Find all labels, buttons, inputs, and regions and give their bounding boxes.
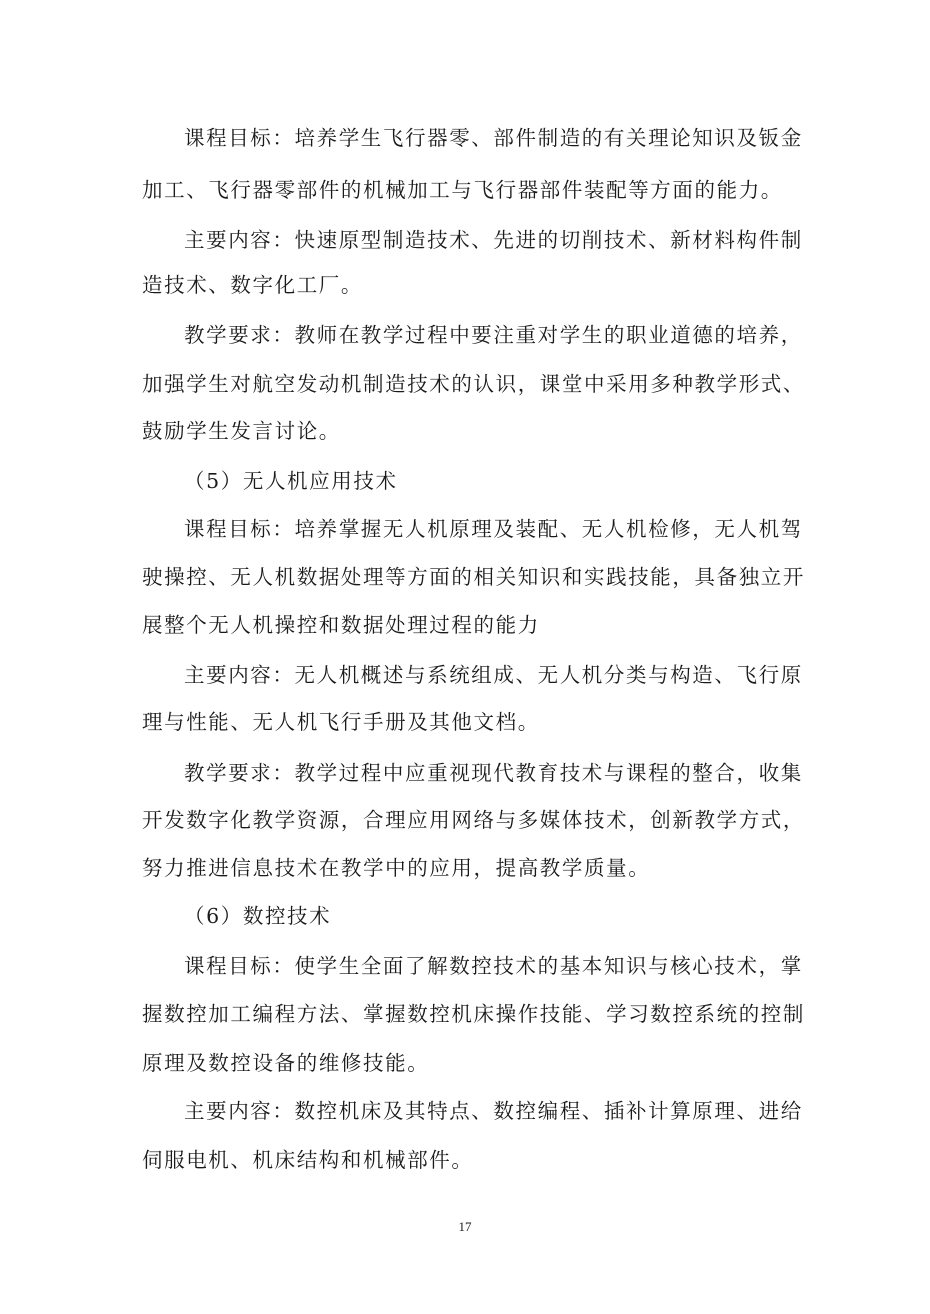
text-line: 驶操控、无人机数据处理等方面的相关知识和实践技能，具备独立开 [142,565,805,589]
text-line: 主要内容：无人机概述与系统组成、无人机分类与构造、飞行原 [184,663,803,687]
section-heading: （5）无人机应用技术 [184,469,398,493]
text-line: 理与性能、无人机飞行手册及其他文档。 [142,710,540,734]
text-line: 课程目标：培养掌握无人机原理及装配、无人机检修，无人机驾 [184,517,803,541]
text-line: 主要内容：数控机床及其特点、数控编程、插补计算原理、进给 [184,1099,803,1123]
text-line: 伺服电机、机床结构和机械部件。 [142,1148,474,1172]
text-line: 努力推进信息技术在教学中的应用，提高教学质量。 [142,856,651,880]
text-line: 教学要求：教师在教学过程中要注重对学生的职业道德的培养， [184,323,803,347]
section-heading: （6）数控技术 [184,904,332,928]
text-line: 鼓励学生发言讨论。 [142,419,341,443]
text-line: 原理及数控设备的维修技能。 [142,1051,430,1075]
text-line: 教学要求：教学过程中应重视现代教育技术与课程的整合，收集 [184,761,803,785]
text-line: 加工、飞行器零部件的机械加工与飞行器部件装配等方面的能力。 [142,178,783,202]
text-line: 课程目标：培养学生飞行器零、部件制造的有关理论知识及钣金 [184,126,803,150]
text-line: 展整个无人机操控和数据处理过程的能力 [142,613,540,637]
text-line: 课程目标：使学生全面了解数控技术的基本知识与核心技术，掌 [184,954,803,978]
text-line: 主要内容：快速原型制造技术、先进的切削技术、新材料构件制 [184,228,803,252]
text-line: 造技术、数字化工厂。 [142,273,363,297]
text-line: 开发数字化教学资源，合理应用网络与多媒体技术，创新教学方式， [142,808,805,832]
page-number: 17 [458,1219,472,1234]
text-line: 握数控加工编程方法、掌握数控机床操作技能、学习数控系统的控制 [142,1002,805,1026]
text-line: 加强学生对航空发动机制造技术的认识，课堂中采用多种教学形式、 [142,372,805,396]
